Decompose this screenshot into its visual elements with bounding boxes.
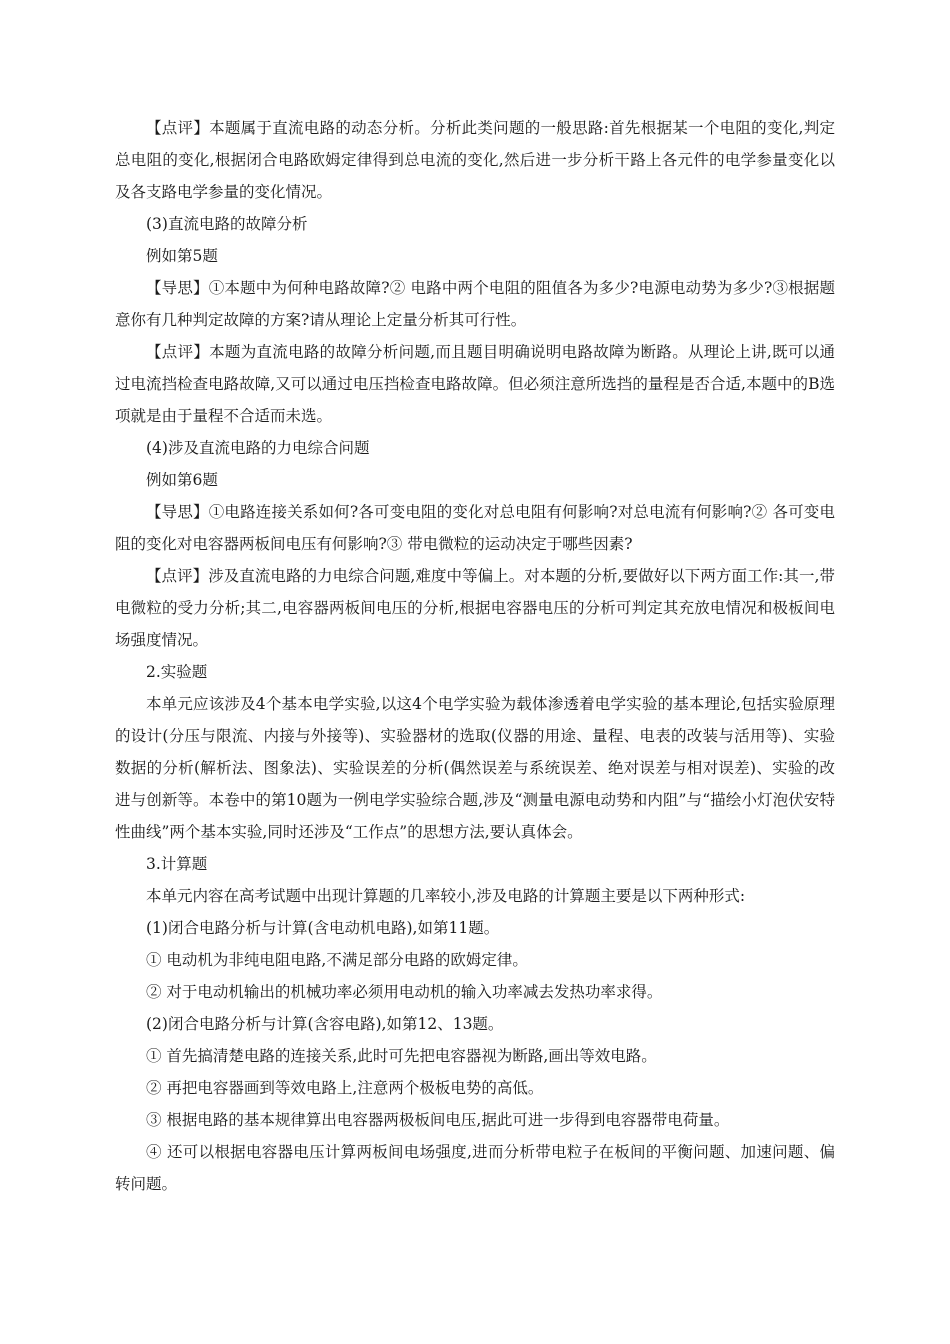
section-heading: (4)涉及直流电路的力电综合问题 [146, 439, 370, 457]
paragraph: 【导思】①本题中为何种电路故障?② 电路中两个电阻的阻值各为多少?电源电动势为多少?③根据题意你有几种判定故障的方案?请从理论上定量分析其可行性。 [115, 279, 835, 329]
paragraph: (2)闭合电路分析与计算(含容电路),如第12、13题。 [146, 1015, 504, 1033]
list-item: ③ 根据电路的基本规律算出电容器两极板间电压,据此可进一步得到电容器带电荷量。 [146, 1111, 730, 1129]
list-item: ④ 还可以根据电容器电压计算两板间电场强度,进而分析带电粒子在板间的平衡问题、加速问题、偏转问题。 [115, 1143, 835, 1193]
paragraph: 【导思】①电路连接关系如何?各可变电阻的变化对总电阻有何影响?对总电流有何影响?② 各可变电阻的变化对电容器两板间电压有何影响?③ 带电微粒的运动决定于哪些因素? [115, 503, 835, 553]
paragraph: 本单元应该涉及4个基本电学实验,以这4个电学实验为载体渗透着电学实验的基本理论,包括实验原理的设计(分压与限流、内接与外接等)、实验器材的选取(仪器的用途、量程、电表的改装与活用等)、实验数据的分析(解析法、图象法)、实验误差的分析(偶然误差与系统误差、绝对误差与相对误差)、实验的改进与创新等。本卷中的第10题为一例电学实验综合题,涉及“测量电源电动势和内阻”与“描绘小灯泡伏安特性曲线”两个基本实验,同时还涉及“工作点”的思想方法,要认真体会。 [115, 695, 835, 841]
list-item: ② 对于电动机输出的机械功率必须用电动机的输入功率减去发热功率求得。 [146, 983, 663, 1001]
paragraph: 例如第5题 [146, 247, 218, 265]
paragraph: 【点评】本题属于直流电路的动态分析。分析此类问题的一般思路:首先根据某一个电阻的变化,判定总电阻的变化,根据闭合电路欧姆定律得到总电流的变化,然后进一步分析干路上各元件的电学参量变化以及各支路电学参量的变化情况。 [115, 119, 835, 201]
list-item: ① 首先搞清楚电路的连接关系,此时可先把电容器视为断路,画出等效电路。 [146, 1047, 657, 1065]
paragraph: 【点评】涉及直流电路的力电综合问题,难度中等偏上。对本题的分析,要做好以下两方面工作:其一,带电微粒的受力分析;其二,电容器两板间电压的分析,根据电容器电压的分析可判定其充放电情况和极板间电场强度情况。 [115, 567, 835, 649]
document-body [115, 112, 835, 1200]
paragraph: 例如第6题 [146, 471, 218, 489]
section-heading: 3.计算题 [146, 855, 208, 873]
section-heading: 2.实验题 [146, 663, 208, 681]
paragraph: 本单元内容在高考试题中出现计算题的几率较小,涉及电路的计算题主要是以下两种形式: [146, 887, 746, 905]
list-item: ① 电动机为非纯电阻电路,不满足部分电路的欧姆定律。 [146, 951, 528, 969]
list-item: ② 再把电容器画到等效电路上,注意两个极板电势的高低。 [146, 1079, 544, 1097]
paragraph: (1)闭合电路分析与计算(含电动机电路),如第11题。 [146, 919, 500, 937]
section-heading: (3)直流电路的故障分析 [146, 215, 308, 233]
paragraph: 【点评】本题为直流电路的故障分析问题,而且题目明确说明电路故障为断路。从理论上讲,既可以通过电流挡检查电路故障,又可以通过电压挡检查电路故障。但必须注意所选挡的量程是否合适,本题中的B选项就是由于量程不合适而未选。 [115, 343, 835, 425]
